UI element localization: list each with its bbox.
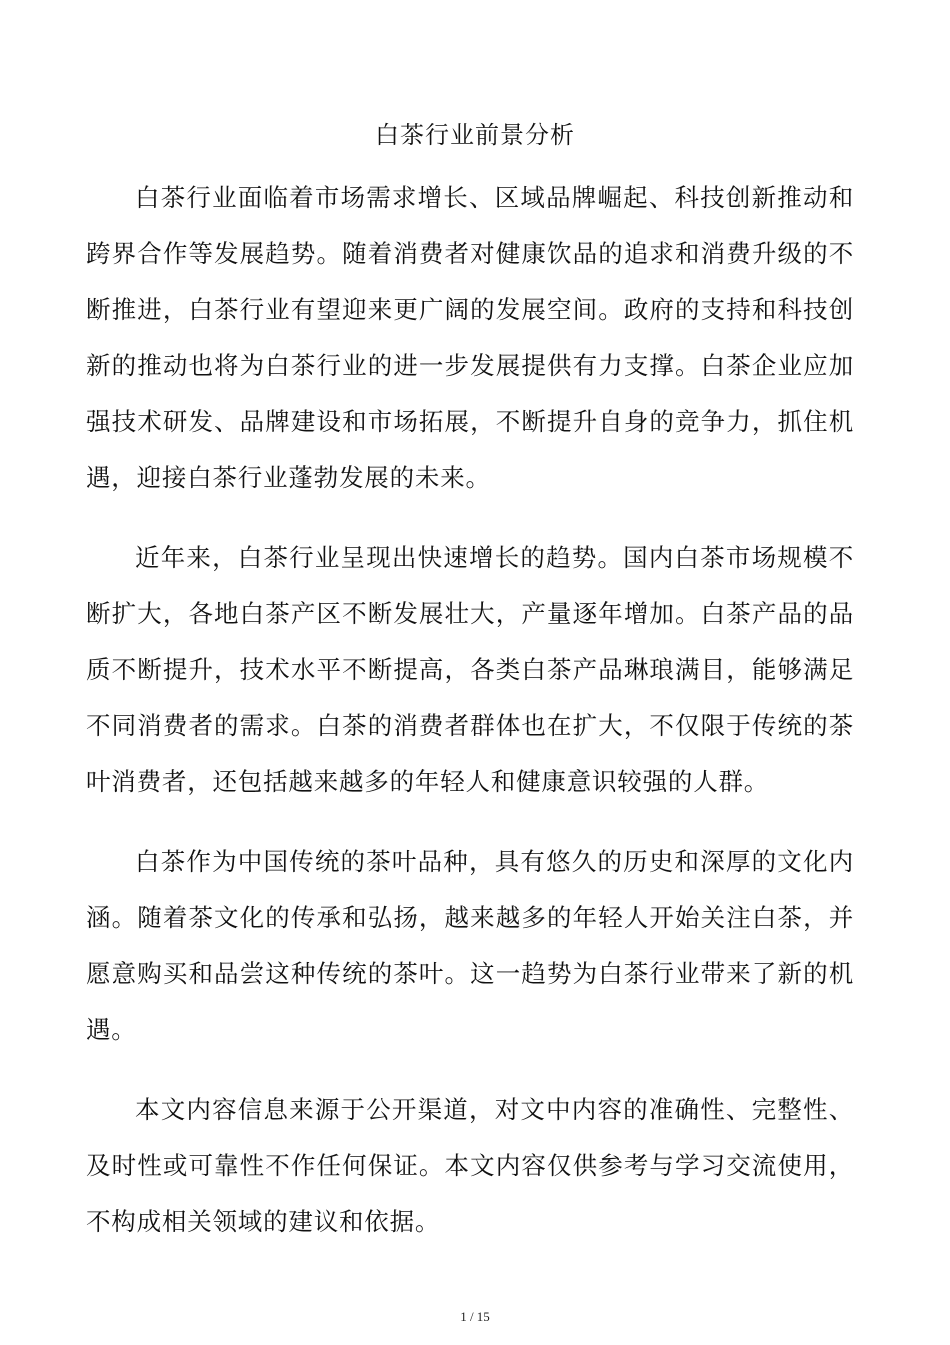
paragraph-3: 白茶作为中国传统的茶叶品种，具有悠久的历史和深厚的文化内涵。随着茶文化的传承和弘扬，越来越多的年轻人开始关注白茶，并愿意购买和品尝这种传统的茶叶。这一趋势为白茶行业带来了新的机遇。 (86, 847, 854, 1044)
paragraph-1: 白茶行业面临着市场需求增长、区域品牌崛起、科技创新推动和跨界合作等发展趋势。随着消费者对健康饮品的追求和消费升级的不断推进，白茶行业有望迎来更广阔的发展空间。政府的支持和科技创新的推动也将为白茶行业的进一步发展提供有力支撑。白茶企业应加强技术研发、品牌建设和市场拓展，不断提升自身的竞争力，抓住机遇，迎接白茶行业蓬勃发展的未来。 (86, 183, 854, 492)
page-number: 1 / 15 (460, 1309, 490, 1324)
paragraph-2: 近年来，白茶行业呈现出快速增长的趋势。国内白茶市场规模不断扩大，各地白茶产区不断发展壮大，产量逐年增加。白茶产品的品质不断提升，技术水平不断提高，各类白茶产品琳琅满目，能够满足不同消费者的需求。白茶的消费者群体也在扩大，不仅限于传统的茶叶消费者，还包括越来越多的年轻人和健康意识较强的人群。 (86, 543, 854, 796)
document-title: 白茶行业前景分析 (375, 121, 575, 149)
paragraph-4: 本文内容信息来源于公开渠道，对文中内容的准确性、完整性、及时性或可靠性不作任何保证。本文内容仅供参考与学习交流使用，不构成相关领域的建议和依据。 (86, 1095, 854, 1236)
document-body (86, 170, 854, 1274)
